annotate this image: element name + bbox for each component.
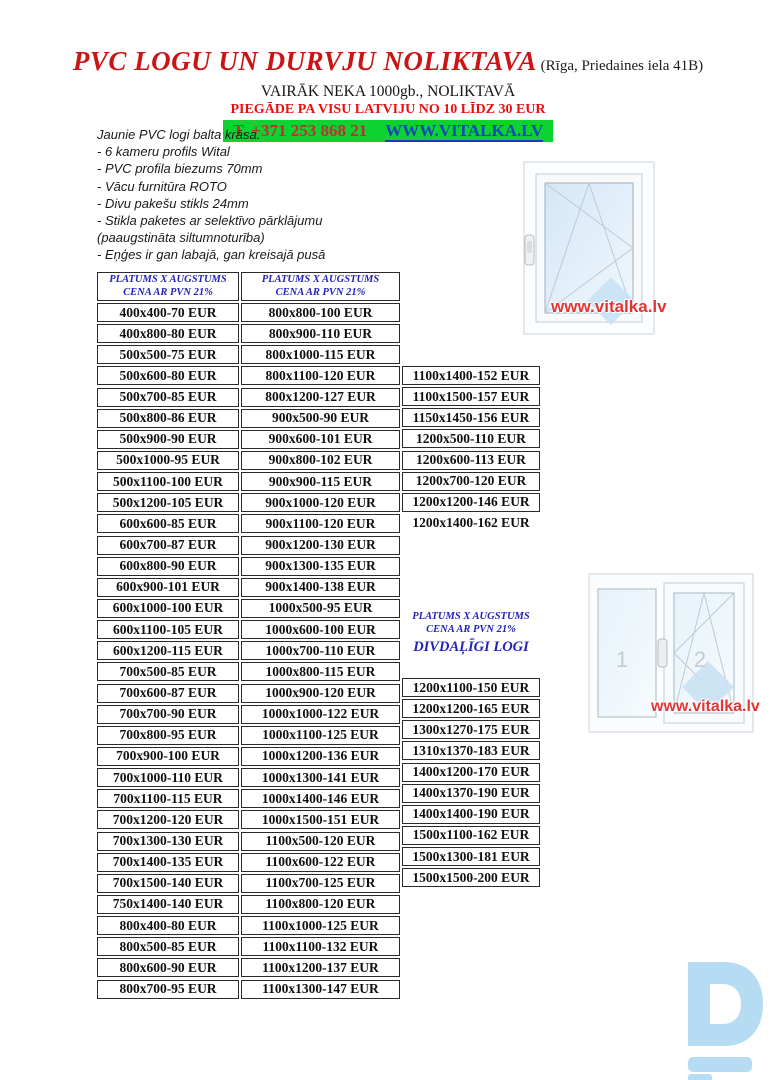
pane-label-2: 2: [693, 647, 707, 672]
feature-line: - Vācu furnitūra ROTO: [97, 178, 227, 194]
price-cell: 900x1200-130 EUR: [241, 536, 400, 555]
price-cell: 1400x1200-170 EUR: [402, 763, 540, 782]
price-cell: 600x900-101 EUR: [97, 578, 239, 597]
price-cell: 800x600-90 EUR: [97, 958, 239, 977]
price-cell: 1000x1300-141 EUR: [241, 768, 400, 787]
price-cell: 1100x500-120 EUR: [241, 832, 400, 851]
price-cell: 1000x1100-125 EUR: [241, 726, 400, 745]
price-cell: 800x400-80 EUR: [97, 916, 239, 935]
two-part-windows-header: [396, 610, 546, 656]
pane-label-1: 1: [615, 647, 629, 672]
price-cell: 700x1100-115 EUR: [97, 789, 239, 808]
price-cell: 900x900-115 EUR: [241, 472, 400, 491]
feature-line: - PVC profila biezums 70mm: [97, 161, 263, 177]
price-cell: 1000x1000-122 EUR: [241, 705, 400, 724]
price-table-header-col1: [97, 272, 239, 301]
price-cell: 1100x1400-152 EUR: [402, 366, 540, 385]
price-cell: 500x900-90 EUR: [97, 430, 239, 449]
feature-line: (paaugstināta siltumnoturība): [97, 230, 265, 246]
price-cell: 700x1400-135 EUR: [97, 853, 239, 872]
feature-line: - 6 kameru profils Wital: [97, 144, 230, 160]
price-cell: 900x800-102 EUR: [241, 451, 400, 470]
price-cell: 1100x800-120 EUR: [241, 895, 400, 914]
phone-number: T. +371 253 868 21: [232, 121, 368, 140]
website-link[interactable]: WWW.VITALKA.LV: [385, 121, 544, 140]
price-cell: 900x1300-135 EUR: [241, 557, 400, 576]
subtitle: VAIRĀK NEKA 1000gb., NOLIKTAVĀ: [260, 83, 516, 100]
price-cell: 700x1000-110 EUR: [97, 768, 239, 787]
header-line2: CENA AR PVN 21%: [426, 624, 516, 635]
price-cell: 800x500-85 EUR: [97, 937, 239, 956]
price-cell: 800x1200-127 EUR: [241, 388, 400, 407]
header-line1: PLATUMS X AUGSTUMS: [261, 274, 380, 285]
price-cell: 1500x1100-162 EUR: [402, 826, 540, 845]
feature-line: - Stikla paketes ar selektīvo pārklājumu: [97, 213, 323, 229]
price-cell: 1500x1300-181 EUR: [402, 847, 540, 866]
price-cell: 1200x600-113 EUR: [402, 451, 540, 470]
price-cell: 900x600-101 EUR: [241, 430, 400, 449]
price-cell: 1000x800-115 EUR: [241, 662, 400, 681]
price-cell: 1100x1000-125 EUR: [241, 916, 400, 935]
price-cell: 1100x1300-147 EUR: [241, 980, 400, 999]
price-cell: 800x900-110 EUR: [241, 324, 400, 343]
feature-line: - Eņģes ir gan labajā, gan kreisajā pusā: [97, 247, 326, 263]
features-intro: Jaunie PVC logi balta krāsa.: [97, 127, 261, 142]
price-cell: 1100x1100-132 EUR: [241, 937, 400, 956]
price-cell: 1200x1400-162 EUR: [402, 514, 540, 533]
title-main: PVC LOGU UN DURVJU NOLIKTAVA: [72, 46, 537, 76]
price-cell: 1000x700-110 EUR: [241, 641, 400, 660]
price-cell: 1100x1200-137 EUR: [241, 958, 400, 977]
price-cell: 1100x600-122 EUR: [241, 853, 400, 872]
header-line3: DIVDAĻĪGI LOGI: [413, 639, 529, 655]
price-cell: 700x700-90 EUR: [97, 705, 239, 724]
price-cell: 800x1000-115 EUR: [241, 345, 400, 364]
price-cell: 700x600-87 EUR: [97, 684, 239, 703]
delivery-note: PIEGĀDE PA VISU LATVIJU NO 10 LĪDZ 30 EUR: [230, 102, 546, 117]
price-column-3-group-1: [402, 366, 540, 533]
price-cell: 1200x1100-150 EUR: [402, 678, 540, 697]
dd-logo-icon: [684, 960, 774, 1080]
page-title: [0, 46, 776, 81]
price-column-2: [241, 303, 400, 999]
price-cell: 500x800-86 EUR: [97, 409, 239, 428]
price-cell: 1100x1500-157 EUR: [402, 387, 540, 406]
price-cell: 800x700-95 EUR: [97, 980, 239, 999]
price-cell: 1000x1200-136 EUR: [241, 747, 400, 766]
price-cell: 600x800-90 EUR: [97, 557, 239, 576]
price-cell: 1300x1270-175 EUR: [402, 720, 540, 739]
price-cell: 500x600-80 EUR: [97, 366, 239, 385]
price-cell: 800x800-100 EUR: [241, 303, 400, 322]
header-line2: CENA AR PVN 21%: [123, 286, 213, 298]
feature-line: - Divu pakešu stikls 24mm: [97, 195, 249, 211]
header-line1: PLATUMS X AUGSTUMS: [412, 611, 530, 622]
price-cell: 1500x1500-200 EUR: [402, 868, 540, 887]
price-cell: 1200x1200-146 EUR: [402, 493, 540, 512]
price-cell: 1000x900-120 EUR: [241, 684, 400, 703]
price-cell: 1000x600-100 EUR: [241, 620, 400, 639]
price-cell: 500x1000-95 EUR: [97, 451, 239, 470]
features-items: [97, 143, 427, 263]
price-cell: 500x500-75 EUR: [97, 345, 239, 364]
header-line2: CENA AR PVN 21%: [275, 286, 366, 298]
header-line1: PLATUMS X AUGSTUMS: [109, 274, 227, 285]
price-cell: 1100x700-125 EUR: [241, 874, 400, 893]
price-cell: 900x1400-138 EUR: [241, 578, 400, 597]
price-cell: 900x500-90 EUR: [241, 409, 400, 428]
features-list: [97, 126, 427, 264]
price-cell: 400x800-80 EUR: [97, 324, 239, 343]
price-cell: 400x400-70 EUR: [97, 303, 239, 322]
price-cell: 600x600-85 EUR: [97, 514, 239, 533]
price-cell: 1150x1450-156 EUR: [402, 408, 540, 427]
price-cell: 1000x1500-151 EUR: [241, 810, 400, 829]
price-cell: 1200x500-110 EUR: [402, 429, 540, 448]
price-cell: 1400x1370-190 EUR: [402, 784, 540, 803]
price-cell: 700x1500-140 EUR: [97, 874, 239, 893]
price-cell: 1310x1370-183 EUR: [402, 741, 540, 760]
price-cell: 800x1100-120 EUR: [241, 366, 400, 385]
price-cell: 600x1200-115 EUR: [97, 641, 239, 660]
price-cell: 750x1400-140 EUR: [97, 895, 239, 914]
price-table-header-col2: [241, 272, 400, 301]
price-cell: 600x1100-105 EUR: [97, 620, 239, 639]
price-cell: 1200x1200-165 EUR: [402, 699, 540, 718]
price-column-3-group-2: [402, 678, 540, 887]
price-cell: 700x500-85 EUR: [97, 662, 239, 681]
price-cell: 900x1000-120 EUR: [241, 493, 400, 512]
price-cell: 500x1200-105 EUR: [97, 493, 239, 512]
price-cell: 1000x1400-146 EUR: [241, 789, 400, 808]
price-cell: 600x700-87 EUR: [97, 536, 239, 555]
price-cell: 500x1100-100 EUR: [97, 472, 239, 491]
price-cell: 900x1100-120 EUR: [241, 514, 400, 533]
price-cell: 700x800-95 EUR: [97, 726, 239, 745]
photo-watermark: www.vitalka.lv: [551, 297, 667, 316]
price-cell: 700x900-100 EUR: [97, 747, 239, 766]
price-cell: 600x1000-100 EUR: [97, 599, 239, 618]
title-address: (Rīga, Priedaines iela 41B): [536, 58, 704, 74]
window-handle: [658, 639, 667, 667]
price-cell: 700x1300-130 EUR: [97, 832, 239, 851]
price-column-1: [97, 303, 239, 999]
price-cell: 1000x500-95 EUR: [241, 599, 400, 618]
price-cell: 1400x1400-190 EUR: [402, 805, 540, 824]
price-cell: 700x1200-120 EUR: [97, 810, 239, 829]
price-cell: 500x700-85 EUR: [97, 388, 239, 407]
price-cell: 1200x700-120 EUR: [402, 472, 540, 491]
photo-watermark: www.vitalka.lv: [651, 698, 760, 715]
